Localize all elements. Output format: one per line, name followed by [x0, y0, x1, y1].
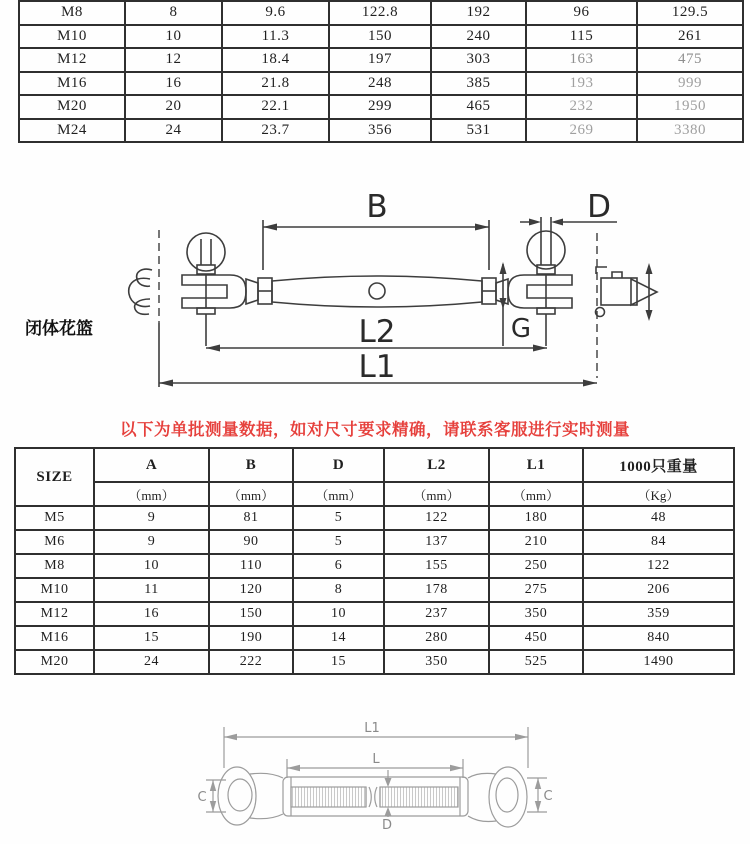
spec-table-main-body [15, 506, 734, 674]
table-cell: 350 [489, 602, 583, 626]
table-row [15, 626, 734, 650]
dim-label-b: B [366, 189, 388, 225]
table-cell: 248 [329, 72, 431, 96]
table-cell: M20 [19, 95, 125, 119]
left-side-view [129, 230, 159, 387]
spec-table-main-header [15, 448, 734, 506]
measurement-notice: 以下为单批测量数据，如对尺寸要求精确，请联系客服进行实时测量 [120, 421, 630, 439]
spec-table-top-body [19, 1, 743, 142]
dimension-c-left [197, 780, 226, 812]
dimension-b [263, 189, 489, 270]
table-cell: 14 [293, 626, 384, 650]
table-cell: 261 [637, 25, 743, 49]
dim-label-l1: L1 [358, 349, 396, 385]
table-cell: 155 [384, 554, 489, 578]
dimension-l1 [159, 349, 597, 387]
header-b: B [209, 448, 293, 482]
table-cell: 9 [94, 530, 209, 554]
table-cell: 3380 [637, 119, 743, 143]
table-cell: 84 [583, 530, 734, 554]
spec-table-main [14, 447, 735, 675]
table-cell: 385 [431, 72, 526, 96]
table-cell: 10 [293, 602, 384, 626]
spec-table-top [18, 0, 744, 143]
table-cell: 193 [526, 72, 637, 96]
table-cell: 999 [637, 72, 743, 96]
table-cell: M16 [19, 72, 125, 96]
table-cell: 840 [583, 626, 734, 650]
table-cell: 350 [384, 650, 489, 674]
table-cell: 359 [583, 602, 734, 626]
dim-label-d-open: D [381, 818, 393, 833]
table-cell: 269 [526, 119, 637, 143]
table-cell: 150 [209, 602, 293, 626]
table-cell: 8 [293, 578, 384, 602]
table-cell: 24 [125, 119, 222, 143]
table-cell: 12 [125, 48, 222, 72]
left-jaw-assembly [182, 233, 272, 346]
table-cell: M12 [15, 602, 94, 626]
table-cell: 531 [431, 119, 526, 143]
table-cell: 163 [526, 48, 637, 72]
table-row [15, 650, 734, 674]
table-cell: 10 [125, 25, 222, 49]
table-cell: M24 [19, 119, 125, 143]
table-cell: M16 [15, 626, 94, 650]
table-row [19, 25, 743, 49]
dimension-l-body [287, 752, 463, 778]
dimension-l2 [206, 314, 547, 352]
table-cell: 222 [209, 650, 293, 674]
header-size: SIZE [15, 448, 94, 506]
turnbuckle-body [272, 276, 482, 307]
table-cell: 465 [431, 95, 526, 119]
table-row [15, 602, 734, 626]
table-cell: 206 [583, 578, 734, 602]
table-cell: 24 [94, 650, 209, 674]
table-cell: 96 [526, 1, 637, 25]
table-cell: 192 [431, 1, 526, 25]
table-cell: 129.5 [637, 1, 743, 25]
open-body-frame [283, 777, 468, 816]
table-cell: 299 [329, 95, 431, 119]
table-cell: M6 [15, 530, 94, 554]
table-cell: 11.3 [222, 25, 329, 49]
table-row [19, 48, 743, 72]
header-d: D [293, 448, 384, 482]
table-cell: 122.8 [329, 1, 431, 25]
table-cell: 1490 [583, 650, 734, 674]
table-cell: 150 [329, 25, 431, 49]
header-a: A [94, 448, 209, 482]
table-cell: 15 [94, 626, 209, 650]
table-cell: 122 [384, 506, 489, 530]
table-cell: 16 [125, 72, 222, 96]
table-cell: 356 [329, 119, 431, 143]
table-cell: M10 [15, 578, 94, 602]
table-row [15, 554, 734, 578]
table-row [15, 578, 734, 602]
table-cell: 120 [209, 578, 293, 602]
closed-turnbuckle-diagram [0, 175, 750, 415]
table-cell: 303 [431, 48, 526, 72]
unit-a: （mm） [94, 482, 209, 506]
table-cell: 81 [209, 506, 293, 530]
table-cell: 115 [526, 25, 637, 49]
unit-weight: （Kg） [583, 482, 734, 506]
table-cell: 178 [384, 578, 489, 602]
table-cell: 48 [583, 506, 734, 530]
open-turnbuckle-diagram [150, 690, 600, 844]
table-cell: M12 [19, 48, 125, 72]
table-row [19, 119, 743, 143]
header-l1: L1 [489, 448, 583, 482]
right-eye [468, 767, 527, 827]
unit-l2: （mm） [384, 482, 489, 506]
table-row [19, 72, 743, 96]
table-cell: 5 [293, 530, 384, 554]
table-cell: M20 [15, 650, 94, 674]
dim-label-l1-open: L1 [364, 721, 380, 736]
table-cell: M10 [19, 25, 125, 49]
table-cell: 180 [489, 506, 583, 530]
table-row [15, 530, 734, 554]
table-cell: 190 [209, 626, 293, 650]
unit-d: （mm） [293, 482, 384, 506]
table-cell: 1950 [637, 95, 743, 119]
table-cell: 137 [384, 530, 489, 554]
table-cell: 450 [489, 626, 583, 650]
table-cell: 240 [431, 25, 526, 49]
table-cell: 18.4 [222, 48, 329, 72]
table-cell: 197 [329, 48, 431, 72]
table-row [15, 506, 734, 530]
table-cell: 525 [489, 650, 583, 674]
table-cell: 22.1 [222, 95, 329, 119]
dim-label-l2: L2 [358, 314, 396, 350]
table-cell: 210 [489, 530, 583, 554]
table-row [19, 95, 743, 119]
header-weight-per-1000: 1000只重量 [583, 448, 734, 482]
dimension-d [520, 189, 617, 237]
left-eye [218, 767, 283, 825]
table-cell: 21.8 [222, 72, 329, 96]
header-l2: L2 [384, 448, 489, 482]
table-cell: 250 [489, 554, 583, 578]
table-cell: 5 [293, 506, 384, 530]
table-row [19, 1, 743, 25]
table-cell: 9.6 [222, 1, 329, 25]
table-cell: 20 [125, 95, 222, 119]
table-cell: 15 [293, 650, 384, 674]
unit-b: （mm） [209, 482, 293, 506]
dim-label-g: G [510, 314, 532, 344]
table-cell: 23.7 [222, 119, 329, 143]
table-cell: 275 [489, 578, 583, 602]
table-cell: 8 [125, 1, 222, 25]
table-cell: 11 [94, 578, 209, 602]
table-cell: 232 [526, 95, 637, 119]
table-cell: 6 [293, 554, 384, 578]
dim-label-d: D [587, 189, 611, 225]
table-cell: 122 [583, 554, 734, 578]
dim-label-c-left: C [197, 790, 207, 805]
table-cell: 475 [637, 48, 743, 72]
table-cell: 9 [94, 506, 209, 530]
dim-label-l-open: L [372, 752, 380, 767]
table-cell: M8 [19, 1, 125, 25]
unit-l1: （mm） [489, 482, 583, 506]
table-cell: M5 [15, 506, 94, 530]
table-cell: 90 [209, 530, 293, 554]
table-cell: 280 [384, 626, 489, 650]
table-cell: 237 [384, 602, 489, 626]
table-cell: 10 [94, 554, 209, 578]
table-cell: 110 [209, 554, 293, 578]
table-cell: 16 [94, 602, 209, 626]
right-side-view [596, 233, 658, 378]
table-cell: M8 [15, 554, 94, 578]
dim-label-c-right: C [543, 789, 553, 804]
diagram-title-closed-body: 闭体花篮 [25, 319, 93, 338]
dimension-c-right [527, 778, 553, 812]
